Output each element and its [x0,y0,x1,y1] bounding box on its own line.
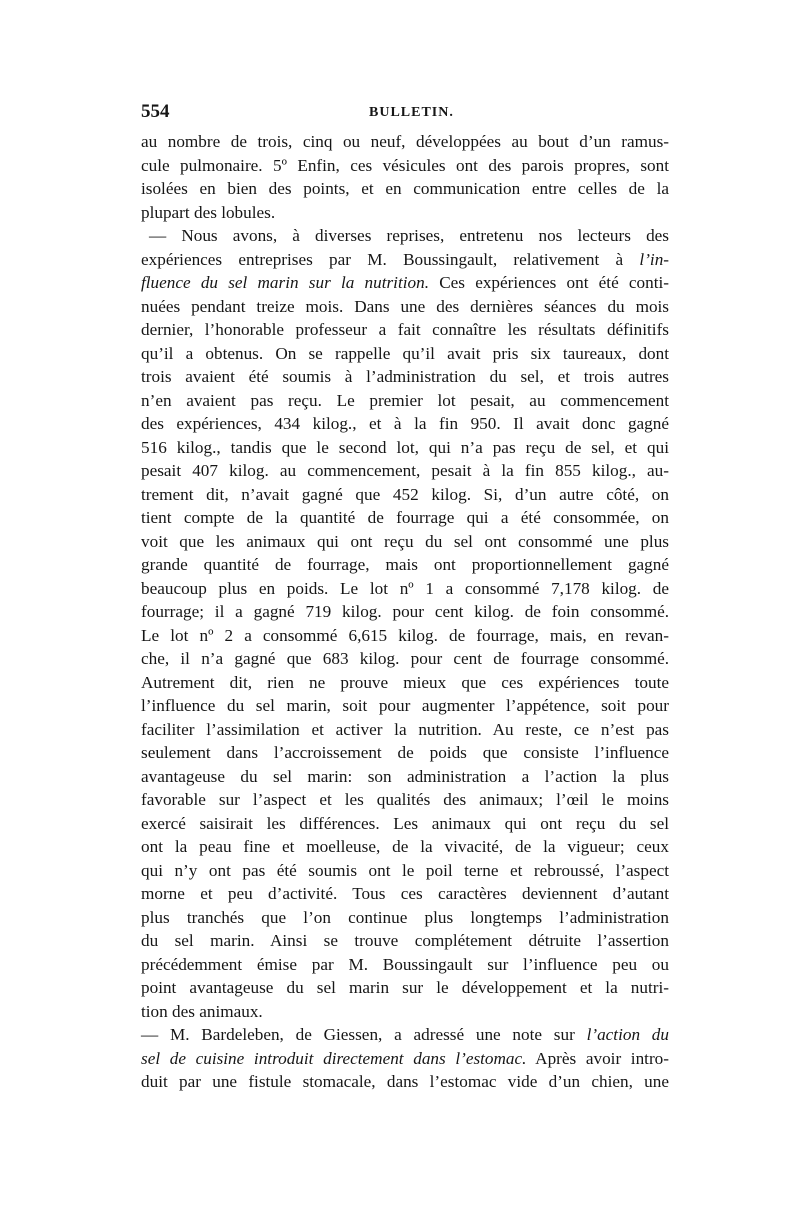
text-line: voit que les animaux qui ont reçu du sel ont consommé une plus [141,531,669,551]
text-line: grande quantité de fourrage, mais ont proportionnellement gagné [141,555,669,574]
text-line: point avantageuse du sel marin sur le développement et la nutri- [141,978,669,997]
page-number: 554 [141,101,170,122]
italic-segment: fluence du sel marin sur la nutrition. [141,273,429,292]
text-line: trois avaient été soumis à l’administration du sel, et trois autres [141,367,669,386]
text-line: plupart des lobules. [141,202,276,222]
text-line [141,271,669,295]
text-line: isolées en bien des points, et en communication entre celles de la [141,179,669,198]
text-line: dernier, l’honorable professeur a fait connaître les résultats définitifs [141,320,669,339]
text-line [141,1023,669,1047]
text-line: faciliter l’assimilation et activer la nutrition. Au reste, ce n’est pas [141,719,669,739]
text-line: — Nous avons, à diverses reprises, entretenu nos lecteurs des [149,226,669,245]
text-line: cule pulmonaire. 5º Enfin, ces vésicules ont des parois propres, sont [141,155,669,175]
text-line: beaucoup plus en poids. Le lot nº 1 a consommé 7,178 kilog. de [141,578,669,598]
text-line [141,1047,669,1071]
text-line: tion des animaux. [141,1001,263,1021]
text-segment: Ces expériences ont été conti- [429,273,669,292]
body-text [141,130,669,1094]
text-line: Le lot nº 2 a consommé 6,615 kilog. de fourrage, mais, en revan- [141,625,669,645]
text-line: duit par une fistule stomacale, dans l’estomac vide d’un chien, une [141,1072,669,1091]
italic-segment: l’in- [639,249,670,269]
text-line: pesait 407 kilog. au commencement, pesait à la fin 855 kilog., au- [141,461,669,480]
text-segment: — M. Bardeleben, de Giessen, a adressé une note sur [141,1025,575,1044]
text-line: ont la peau fine et moelleuse, de la vivacité, de la vigueur; ceux [141,837,669,856]
text-line: tient compte de la quantité de fourrage qui a été consommée, on [141,508,669,527]
text-line: exercé saisirait les différences. Les animaux qui ont reçu du sel [141,813,669,833]
text-line: qu’il a obtenus. On se rappelle qu’il avait pris six taureaux, dont [141,343,669,363]
text-line: précédemment émise par M. Boussingault sur l’influence peu ou [141,954,669,974]
text-line: du sel marin. Ainsi se trouve complétement détruite l’assertion [141,931,669,950]
text-line: favorable sur l’aspect et les qualités des animaux; l’œil le moins [141,790,669,809]
text-line: n’en avaient pas reçu. Le premier lot pesait, au commencement [141,390,669,410]
text-line: l’influence du sel marin, soit pour augmenter l’appétence, soit pour [141,696,669,715]
italic-segment: sel de cuisine introduit directement dans l’estomac. [141,1048,527,1068]
text-line: 516 kilog., tandis que le second lot, qui n’a pas reçu de sel, et qui [141,437,669,457]
page-header [141,101,669,125]
text-line: avantageuse du sel marin: son administration a l’action la plus [141,766,669,786]
text-line: trement dit, n’avait gagné que 452 kilog. Si, d’un autre côté, on [141,484,669,504]
text-line: morne et peu d’activité. Tous ces caractères deviennent d’autant [141,884,669,903]
text-line: seulement dans l’accroissement de poids que consiste l’influence [141,743,669,762]
text-line: des expériences, 434 kilog., et à la fin 950. Il avait donc gagné [141,414,669,433]
text-line: fourrage; il a gagné 719 kilog. pour cent kilog. de foin consommé. [141,602,669,621]
text-line [141,248,669,272]
running-head: BULLETIN. [369,105,454,120]
text-segment: Après avoir intro- [526,1048,669,1068]
text-line: Autrement dit, rien ne prouve mieux que ces expériences toute [141,672,669,692]
text-line: che, il n’a gagné que 683 kilog. pour cent de fourrage consommé. [141,649,669,668]
text-line: nuées pendant treize mois. Dans une des dernières séances du mois [141,296,669,316]
italic-segment: l’action du [586,1025,669,1044]
text-segment: expériences entreprises par M. Boussingault, relativement à [141,249,624,269]
text-line: qui n’y ont pas été soumis ont le poil terne et rebroussé, l’aspect [141,860,669,880]
text-line: au nombre de trois, cinq ou neuf, développées au bout d’un ramus- [141,132,669,151]
text-line: plus tranchés que l’on continue plus longtemps l’administration [141,907,669,927]
